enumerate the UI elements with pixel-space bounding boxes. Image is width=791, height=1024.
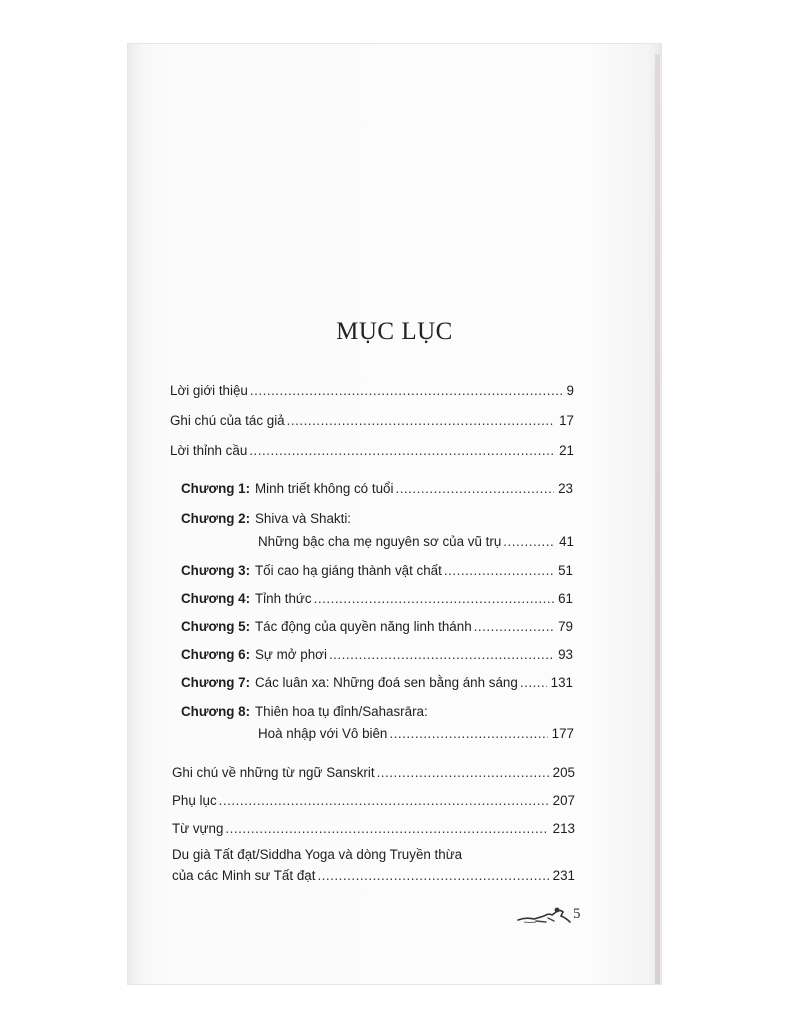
toc-entry-chapter-2 <box>181 510 573 528</box>
toc-entry-chapter-6 <box>181 646 573 664</box>
leader-dots <box>287 412 555 430</box>
leader-dots <box>444 562 554 580</box>
toc-entry-title-line2: của các Minh sư Tất đạt <box>172 868 316 883</box>
chapter-label: Chương 8: <box>181 704 251 719</box>
toc-entry-chapter-4 <box>181 590 573 608</box>
toc-entry-page: 21 <box>559 443 574 458</box>
toc-entry-front-3 <box>170 442 574 460</box>
toc-entry-back-4-cont <box>172 867 575 885</box>
chapter-label: Chương 1: <box>181 481 251 496</box>
small-figure-ornament-icon <box>516 904 572 931</box>
toc-entry-chapter-8 <box>181 703 573 721</box>
toc-entry-chapter-1 <box>181 480 573 498</box>
toc-entry-front-2 <box>170 412 574 430</box>
chapter-label: Chương 5: <box>181 619 251 634</box>
toc-entry-back-4 <box>172 846 575 864</box>
toc-entry-front-1 <box>170 382 574 400</box>
page-number: 5 <box>573 906 581 922</box>
toc-entry-page: 23 <box>558 481 573 496</box>
toc-entry-chapter-5 <box>181 618 573 636</box>
leader-dots <box>395 480 554 498</box>
leader-dots <box>520 674 547 692</box>
toc-entry-title: Ghi chú về những từ ngữ Sanskrit <box>172 765 375 780</box>
toc-entry-page: 9 <box>566 383 574 398</box>
toc-entry-title: Lời thỉnh cầu <box>170 443 248 458</box>
toc-entry-page: 213 <box>552 821 575 836</box>
chapter-label: Chương 6: <box>181 647 251 662</box>
toc-entry-back-1 <box>172 764 575 782</box>
leader-dots <box>474 618 554 636</box>
leader-dots <box>377 764 549 782</box>
toc-entry-title: Tỉnh thức <box>255 591 312 606</box>
toc-entry-title: Thiên hoa tụ đỉnh/Sahasrāra: <box>255 704 428 719</box>
toc-entry-back-3 <box>172 820 575 838</box>
toc-entry-chapter-2-cont <box>258 533 574 551</box>
toc-entry-page: 131 <box>550 675 573 690</box>
toc-entry-title: Từ vựng <box>172 821 224 836</box>
toc-entry-title-line2: Những bậc cha mẹ nguyên sơ của vũ trụ <box>258 534 502 549</box>
toc-entry-page: 41 <box>559 534 574 549</box>
toc-entry-back-2 <box>172 792 575 810</box>
leader-dots <box>314 590 554 608</box>
toc-entry-title: Lời giới thiệu <box>170 383 248 398</box>
toc-entry-page: 93 <box>558 647 573 662</box>
chapter-label: Chương 2: <box>181 511 251 526</box>
toc-entry-page: 231 <box>552 868 575 883</box>
toc-entry-page: 79 <box>558 619 573 634</box>
toc-entry-chapter-7 <box>181 674 573 692</box>
chapter-label: Chương 3: <box>181 563 251 578</box>
chapter-label: Chương 4: <box>181 591 251 606</box>
toc-entry-chapter-8-cont <box>258 725 574 743</box>
toc-entry-title: Ghi chú của tác giả <box>170 413 285 428</box>
toc-entry-page: 61 <box>558 591 573 606</box>
toc-entry-title: Các luân xa: Những đoá sen bằng ánh sáng <box>255 675 518 690</box>
toc-entry-title: Du già Tất đạt/Siddha Yoga và dòng Truyền thừa <box>172 847 463 862</box>
leader-dots <box>219 792 549 810</box>
toc-entry-title: Tối cao hạ giáng thành vật chất <box>255 563 442 578</box>
leader-dots <box>503 533 555 551</box>
toc-entry-page: 205 <box>552 765 575 780</box>
toc-heading: MỤC LỤC <box>336 318 453 345</box>
leader-dots <box>225 820 548 838</box>
leader-dots <box>389 725 547 743</box>
toc-entry-title: Sự mở phơi <box>255 647 327 662</box>
toc-entry-page: 177 <box>551 726 574 741</box>
leader-dots <box>249 442 555 460</box>
leader-dots <box>317 867 548 885</box>
toc-entry-page: 17 <box>559 413 574 428</box>
toc-entry-title: Tác động của quyền năng linh thánh <box>255 619 472 634</box>
toc-entry-title-line2: Hoà nhập với Vô biên <box>258 726 388 741</box>
toc-entry-title: Minh triết không có tuổi <box>255 481 394 496</box>
toc-entry-chapter-3 <box>181 562 573 580</box>
chapter-label: Chương 7: <box>181 675 251 690</box>
toc-entry-title: Shiva và Shakti: <box>255 511 352 526</box>
toc-entry-title: Phụ lục <box>172 793 217 808</box>
leader-dots <box>329 646 554 664</box>
toc-entry-page: 51 <box>558 563 573 578</box>
leader-dots <box>250 382 563 400</box>
toc-entry-page: 207 <box>552 793 575 808</box>
